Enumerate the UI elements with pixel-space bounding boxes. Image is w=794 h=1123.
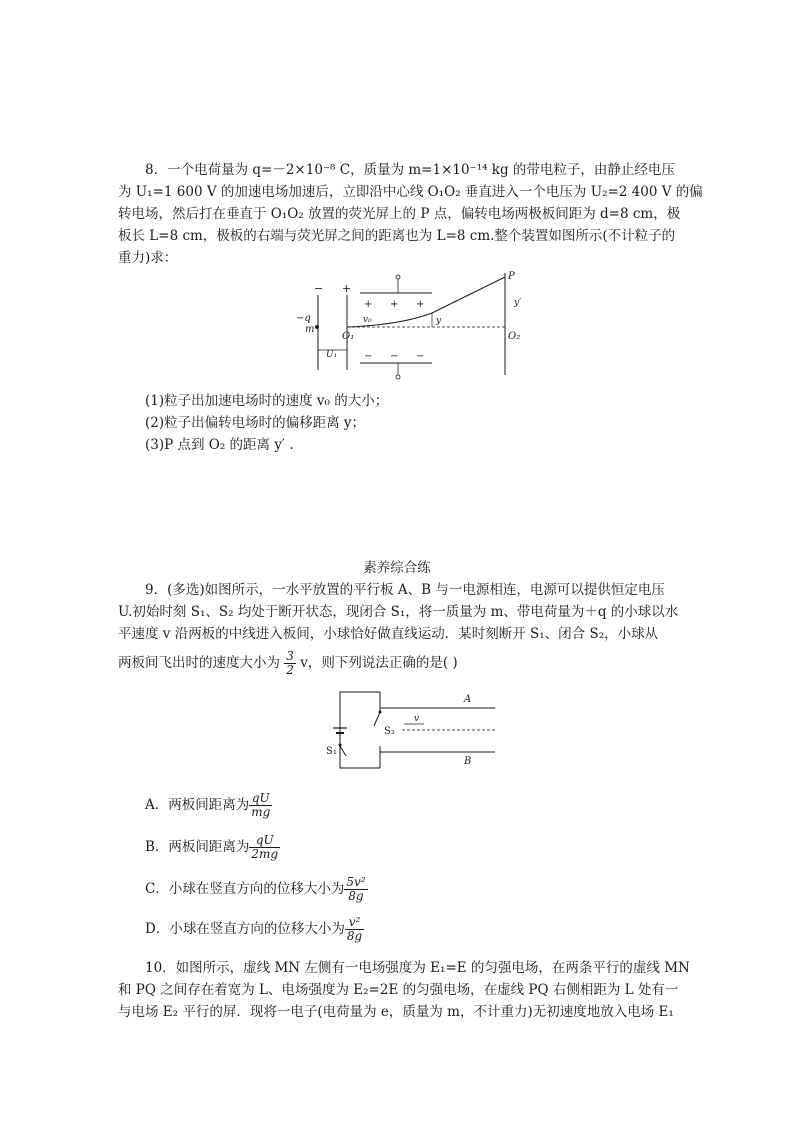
top-charge-3: + [416,299,425,310]
charge-label: −q [296,313,311,324]
bottom-charge-3: − [416,351,425,362]
q8-line-5: 重力)求： [118,250,178,266]
s1-switch-blade [340,746,346,756]
top-charge-1: + [364,299,373,310]
accel-plus-label: + [342,282,352,295]
q9-option-c-den: 8g [348,889,364,903]
section-title: 素养综合练 [363,560,431,576]
q10-line-3: 与电场 E₂ 平行的屏．现将一电子(电荷量为 e，质量为 m，不计重力)无初速度地放入电场 E₁ [118,1004,674,1020]
q10-line-1: 10．如图所示，虚线 MN 左侧有一电场强度为 E₁=E 的匀强电场，在两条平行的虚线 MN [145,960,690,976]
q10-line-2: 和 PQ 之间存在着宽为 L、电场强度为 E₂=2E 的匀强电场，在虚线 PQ 右侧相距为 L 处有一 [118,982,679,998]
s2-switch-blade [374,712,380,726]
q9-option-c-num: 5v² [346,875,366,889]
q9-option-d[interactable] [145,916,364,943]
q9-option-b-den: 2mg [251,847,279,861]
top-charge-2: + [390,299,399,310]
bottom-terminal [396,375,400,379]
p-label: P [508,271,515,282]
s2-label: S₂ [384,726,395,737]
s1-label: S₁ [326,746,337,757]
q8-sub-3: (3)P 点到 O₂ 的距离 y′ . [145,437,294,453]
q8-sub-1: (1)粒子出加速电场时的速度 v₀ 的大小； [145,393,389,409]
q9-option-d-text: D．小球在竖直方向的位移大小为 [145,921,345,937]
particle-dot [315,325,319,329]
mass-label: m [305,324,315,335]
q9-option-c-text: C．小球在竖直方向的位移大小为 [145,881,345,897]
v0-label: v₀ [363,315,372,325]
velocity-label: v [414,714,420,724]
q8-diagram [290,265,550,380]
q9-line-4-post: v，则下列说法正确的是( ) [300,655,458,671]
q9-option-b-text: B．两板间距离为 [145,839,250,855]
o1-label: O₁ [342,331,355,342]
q9-option-c[interactable] [145,876,368,903]
q9-line-3: 平速度 v 沿两板的中线进入板间，小球恰好做直线运动．某时刻断开 S₁、闭合 S₂，小球从 [118,626,659,642]
s2-pivot [379,711,382,714]
y-label: y [436,316,442,326]
plate-b-label: B [464,756,472,767]
q9-option-b[interactable] [145,834,280,861]
circuit-wire-left [340,692,380,768]
q9-option-a-num: qU [249,792,272,806]
accel-minus-label: − [314,282,324,295]
q9-fraction-num: 3 [286,649,294,663]
q9-line-4-pre: 两板间飞出时的速度大小为 [118,655,280,671]
top-terminal [396,275,400,279]
q9-line-2: U.初始时刻 S₁、S₂ 均处于断开状态，现闭合 S₁，将一质量为 m、带电荷量为＋q 的小球以水 [118,604,679,620]
q8-line-4: 板长 L=8 cm，极板的右端与荧光屏之间的距离也为 L=8 cm.整个装置如图所示(不计粒子的 [118,228,676,244]
plate-a-label: A [464,694,472,705]
q9-option-a-text: A．两板间距离为 [145,797,250,813]
bottom-charge-2: − [390,351,399,362]
q9-line-4 [118,650,458,677]
q9-option-d-num: v² [345,916,364,930]
q9-option-a-den: mg [251,805,271,819]
q9-fraction [284,650,296,677]
yprime-label: y′ [514,298,522,308]
q8-sub-2: (2)粒子出偏转电场时的偏移距离 y； [145,415,366,431]
q9-fraction-den: 2 [286,663,294,677]
q9-option-a[interactable] [145,792,272,819]
u1-label: U₁ [326,350,338,360]
q8-line-2: 为 U₁=1 600 V 的加速电场加速后，立即沿中心线 O₁O₂ 垂直进入一个电压为 U₂=2 400 V 的偏 [118,184,703,200]
s1-pivot [339,744,342,747]
q9-option-d-den: 8g [346,929,363,943]
q9-line-1: 9．(多选)如图所示，一水平放置的平行板 A、B 与一电源相连，电源可以提供恒定电压 [145,582,665,598]
q9-option-b-num: qU [249,834,280,848]
o2-label: O₂ [508,331,521,342]
q8-line-1: 8．一个电荷量为 q=－2×10⁻⁸ C，质量为 m=1×10⁻¹⁴ kg 的带电粒子，由静止经电压 [145,162,675,178]
q9-diagram [320,688,500,770]
q8-line-3: 转电场，然后打在垂直于 O₁O₂ 放置的荧光屏上的 P 点，偏转电场两极板间距为 d=8 cm，极 [118,206,681,222]
bottom-charge-1: − [364,351,373,362]
